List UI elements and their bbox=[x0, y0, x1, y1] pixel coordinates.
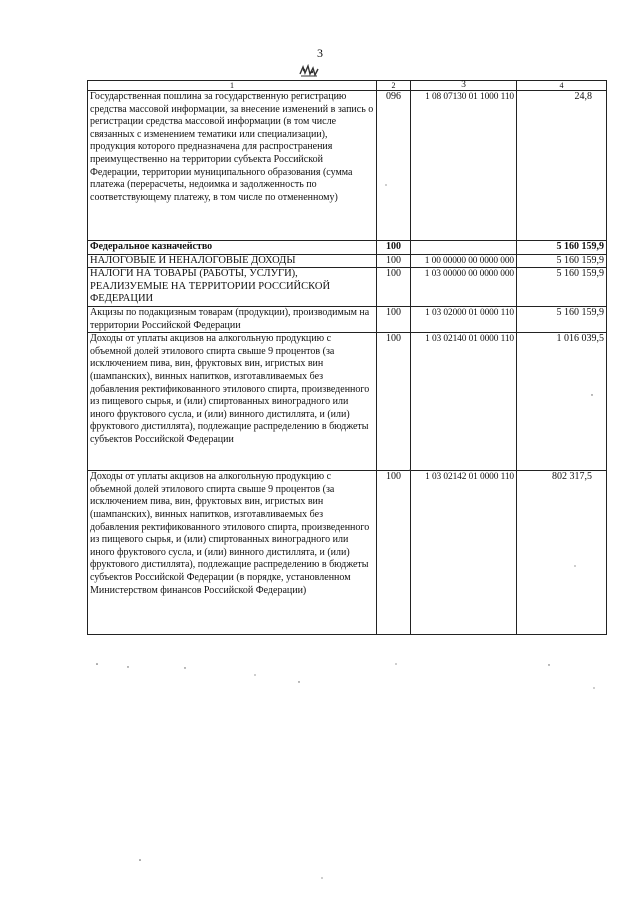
row-admin-code: 100 bbox=[377, 333, 411, 471]
table-row bbox=[88, 241, 607, 255]
table-row bbox=[88, 91, 607, 241]
row-name: Акцизы по подакцизным товарам (продукции), производимым на территории Российской Федерации bbox=[88, 306, 377, 332]
row-classification-code: 1 08 07130 01 1000 110 bbox=[411, 91, 517, 241]
row-admin-code: 100 bbox=[377, 254, 411, 268]
row-admin-code: 100 bbox=[377, 241, 411, 255]
row-classification-code: 1 03 02140 01 0000 110 bbox=[411, 333, 517, 471]
row-amount: 5 160 159,9 bbox=[517, 306, 607, 332]
row-name: Доходы от уплаты акцизов на алкогольную продукцию с объемной долей этилового спирта свыше 9 процентов (за исключением пива, вин, фруктовых вин, игристых вин (шампанских), винных напитков, изготавливаемых без добавления ректификованного этилового спирта, произведенного из пищевого сырья, и (или) спиртованных виноградного или иного фруктового сусла, и (или) винного дистиллята, и (или) фруктового дистиллята), подлежащие распределению в бюджеты субъектов Российской Федерации (в порядке, установленном Министерством финансов Российской Федерации) bbox=[88, 471, 377, 635]
table-row bbox=[88, 254, 607, 268]
row-amount: 802 317,5 bbox=[517, 471, 607, 635]
page-number: 3 bbox=[317, 46, 323, 60]
row-amount: 5 160 159,9 bbox=[517, 254, 607, 268]
table-row bbox=[88, 268, 607, 307]
row-admin-code: 100 bbox=[377, 268, 411, 307]
header-cell-1: 1 bbox=[88, 81, 377, 91]
revenue-table bbox=[87, 80, 607, 635]
row-name: НАЛОГИ НА ТОВАРЫ (РАБОТЫ, УСЛУГИ), РЕАЛИЗУЕМЫЕ НА ТЕРРИТОРИИ РОССИЙСКОЙ ФЕДЕРАЦИИ bbox=[88, 268, 377, 307]
row-amount: 5 160 159,9 bbox=[517, 268, 607, 307]
row-classification-code: 1 03 02000 01 0000 110 bbox=[411, 306, 517, 332]
table-header-row bbox=[88, 81, 607, 91]
row-name: Доходы от уплаты акцизов на алкогольную продукцию с объемной долей этилового спирта свыше 9 процентов (за исключением пива, вин, фруктовых вин, игристых вин (шампанских), винных напитков, изготавливаемых без добавления ректификованного этилового спирта, произведенного из пищевого сырья, и (или) спиртованных виноградного или иного фруктового сусла, и (или) винного дистиллята, и (или) фруктового дистиллята), подлежащие распределению в бюджеты субъектов Российской Федерации bbox=[88, 333, 377, 471]
row-classification-code: 1 03 02142 01 0000 110 bbox=[411, 471, 517, 635]
table-row bbox=[88, 471, 607, 635]
row-admin-code: 100 bbox=[377, 306, 411, 332]
row-amount: 1 016 039,5 bbox=[517, 333, 607, 471]
row-classification-code: 1 03 00000 00 0000 000 bbox=[411, 268, 517, 307]
row-name: НАЛОГОВЫЕ И НЕНАЛОГОВЫЕ ДОХОДЫ bbox=[88, 254, 377, 268]
table-row bbox=[88, 306, 607, 332]
header-cell-2: 2 bbox=[377, 81, 411, 91]
stamp-mark bbox=[299, 64, 319, 78]
row-amount: 5 160 159,9 bbox=[517, 241, 607, 255]
row-name: Государственная пошлина за государственную регистрацию средства массовой информации, за внесение изменений в запись о регистрации средства массовой информации (в том числе связанных с изменением тематики или специализации), продукция которого предназначена для распространения преимущественно на территории субъекта Российской Федерации, территории муниципального образования (сумма платежа (перерасчеты, недоимка и задолженность по соответствующему платежу, в том числе по отмененному) bbox=[88, 91, 377, 241]
row-name: Федеральное казначейство bbox=[88, 241, 377, 255]
row-admin-code: 096 bbox=[377, 91, 411, 241]
table-row bbox=[88, 333, 607, 471]
row-classification-code bbox=[411, 241, 517, 255]
header-cell-3: 3 bbox=[411, 81, 517, 91]
row-classification-code: 1 00 00000 00 0000 000 bbox=[411, 254, 517, 268]
header-cell-4: 4 bbox=[517, 81, 607, 91]
row-amount: 24,8 bbox=[517, 91, 607, 241]
row-admin-code: 100 bbox=[377, 471, 411, 635]
